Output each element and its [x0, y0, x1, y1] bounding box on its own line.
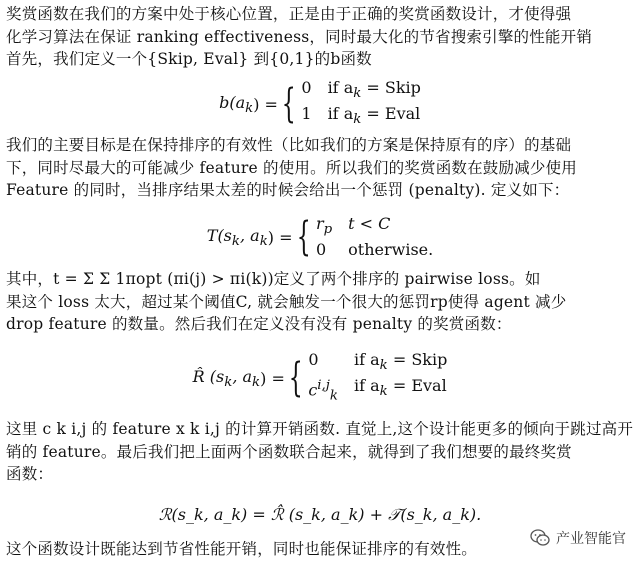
paragraph-penalty-intro	[6, 134, 634, 202]
text-line: 首先，我们定义一个{Skip, Eval} 到{0,1}的b函数	[6, 50, 372, 68]
equation-final-reward: ℛ(s_k, a_k) = ℛ̂ (s_k, a_k) + 𝒯(s_k, a_k).	[158, 505, 482, 524]
text-line: 化学习算法在保证 ranking effectiveness，同时最大化的节省搜索引擎的性能开销	[6, 27, 593, 46]
equation-r-hat-function: R̂ ($s_k$, $a_k$ ) = { 0 if $a_k$ = Skip $c^{i,j}_k$ if $a_k$ = Eval	[192, 350, 448, 404]
text-line: Feature 的同时，当排序结果太差的时候会给出一个惩罚 (penalty). 定义如下：	[6, 181, 570, 199]
watermark	[530, 528, 626, 548]
text-line: 函数：	[6, 465, 54, 483]
text-line: 下，同时尽最大的可能减少 feature 的使用。所以我们的奖赏函数在鼓励减少使用	[6, 158, 578, 177]
paragraph-pairwise-loss	[6, 268, 634, 336]
text-line: 其中，t = Σ Σ 1πopt (πi(j) > πi(k))定义了两个排序的 pairwise loss。如	[6, 270, 541, 288]
text-line: 这里 c k i,j 的 feature x k i,j 的计算开销函数. 直觉上,这个设计能更多的倾向于跳过高开	[6, 420, 634, 438]
text-line: 奖赏函数在我们的方案中处于核心位置，正是由于正确的奖赏函数设计，才使得强	[6, 5, 572, 23]
paragraph-cost-function	[6, 418, 634, 486]
paragraph-reward-intro	[6, 3, 634, 71]
wechat-icon	[530, 528, 550, 548]
text-line: 这个函数设计既能达到节省性能开销，同时也能保证排序的有效性。	[6, 540, 478, 558]
equation-b-function: $b(a_k$ ) = { 0 if $a_k$ = Skip 1 if $a_k$ = Eval	[219, 78, 421, 128]
text-line: 我们的主要目标是在保持排序的有效性（比如我们的方案是保持原有的序）的基础	[6, 136, 572, 154]
equation-t-function: $T(s_k$, $a_k$ ) = { $r_p$ t < C 0 otherwise.	[206, 214, 434, 261]
text-line: drop feature 的数量。然后我们在定义没有没有 penalty 的奖赏函数：	[6, 315, 512, 333]
text-line: 果这个 loss 太大，超过某个阈值C, 就会触发一个很大的惩罚rp使得 agent 减少	[6, 292, 567, 311]
watermark-text: 产业智能官	[556, 531, 626, 547]
text-line: 销的 feature。最后我们把上面两个函数联合起来，就得到了我们想要的最终奖赏	[6, 442, 572, 461]
